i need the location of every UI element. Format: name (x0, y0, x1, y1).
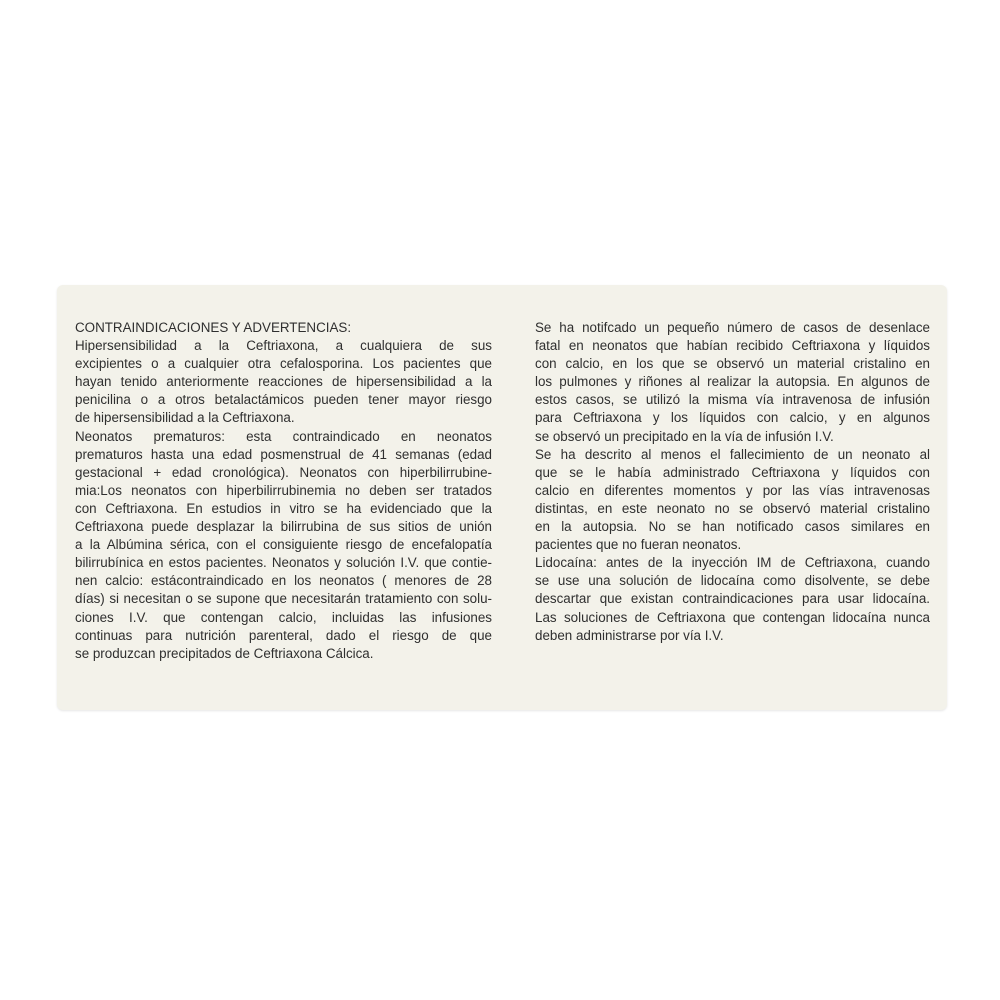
text-line: se observó un precipitado en la vía de infusión I.V. (535, 428, 834, 444)
text-line: penicilina o a otros betalactámicos pueden tener mayor riesgo (75, 392, 492, 408)
text-line: bilirrubínica en estos pacientes. Neonatos y solución I.V. que contie- (75, 555, 492, 571)
text-line: pacientes que no fueran neonatos. (535, 537, 742, 553)
text-line: con Ceftriaxona. En estudios in vitro se ha evidenciado que la (75, 500, 492, 516)
text-line: nen calcio: estácontraindicado en los neonatos ( menores de 28 (75, 573, 492, 589)
text-line: Hipersensibilidad a la Ceftriaxona, a cualquiera de sus (75, 338, 492, 354)
text-line: días) si necesitan o se supone que necesitarán tratamiento con solu- (75, 591, 492, 607)
text-line: para Ceftriaxona y los líquidos con calcio, y en algunos (535, 410, 930, 426)
text-line: deben administrarse por vía I.V. (535, 627, 724, 643)
left-text-column (75, 319, 492, 663)
text-line: continuas para nutrición parenteral, dado el riesgo de que (75, 627, 492, 643)
right-text-column (535, 319, 930, 645)
text-line: distintas, en este neonato no se observó material cristalino (535, 500, 930, 516)
text-line: se produzcan precipitados de Ceftriaxona Cálcica. (75, 645, 374, 661)
text-line: fatal en neonatos que habían recibido Ceftriaxona y líquidos (535, 338, 930, 354)
text-line: Las soluciones de Ceftriaxona que contengan lidocaína nunca (535, 609, 930, 625)
text-line: Ceftriaxona puede desplazar la bilirrubina de sus sitios de unión (75, 519, 492, 535)
text-line: Lidocaína: antes de la inyección IM de Ceftriaxona, cuando (535, 555, 930, 571)
text-line: Neonatos prematuros: esta contraindicado en neonatos (75, 428, 492, 444)
text-line: ciones I.V. que contengan calcio, incluidas las infusiones (75, 609, 492, 625)
text-line: CONTRAINDICACIONES Y ADVERTENCIAS: (75, 320, 352, 335)
text-line: hayan tenido anteriormente reacciones de hipersensibilidad a la (75, 374, 492, 390)
text-line: que se le había administrado Ceftriaxona y líquidos con (535, 464, 930, 480)
text-line: descartar que existan contraindicaciones para usar lidocaína. (535, 591, 930, 607)
text-line: los pulmones y riñones al realizar la autopsia. En algunos de (535, 374, 930, 390)
text-line: Se ha descrito al menos el fallecimiento de un neonato al (535, 446, 930, 462)
text-line: de hipersensibilidad a la Ceftriaxona. (75, 410, 295, 426)
text-line: gestacional + edad cronológica). Neonatos con hiperbilirrubine- (75, 464, 492, 480)
text-line: calcio en diferentes momentos y por las vías intravenosas (535, 482, 930, 498)
text-line: en la autopsia. No se han notificado casos similares en (535, 519, 930, 535)
text-line: se use una solución de lidocaína como disolvente, se debe (535, 573, 930, 589)
text-line: prematuros hasta una edad posmenstrual de 41 semanas (edad (75, 446, 492, 462)
text-line: a la Albúmina sérica, con el consiguiente riesgo de encefalopatía (75, 537, 492, 553)
text-line: mia:Los neonatos con hiperbilirrubinemia no deben ser tratados (75, 482, 492, 498)
text-line: con calcio, en los que se observó un material cristalino en (535, 356, 930, 372)
text-line: estos casos, se utilizó la misma vía intravenosa de infusión (535, 392, 930, 408)
package-insert-panel (57, 285, 947, 710)
text-line: Se ha notifcado un pequeño número de casos de desenlace (535, 320, 930, 335)
text-line: excipientes o a cualquier otra cefalosporina. Los pacientes que (75, 356, 492, 372)
